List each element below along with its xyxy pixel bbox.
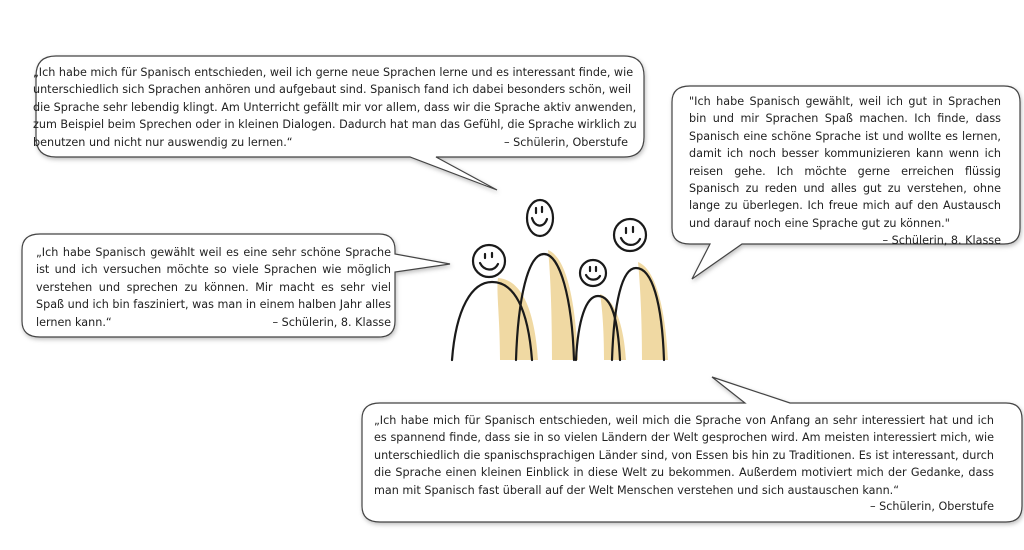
quote-4-attribution: – Schülerin, Oberstufe bbox=[869, 500, 994, 514]
quote-1-line-1: „Ich habe mich für Spanisch entschieden, weil ich gerne neue Sprachen lerne und es interessant finde, wie bbox=[33, 66, 634, 79]
quote-1-line-2: unterschiedlich sich Sprachen anhören und aufgebaut sind. Spanisch fand ich dabei besonders schön, weil bbox=[33, 83, 632, 97]
quote-1-line-3: die Sprache sehr lebendig klingt. Am Unterricht gefällt mir vor allem, dass wir die Sprache aktiv anwenden, bbox=[33, 100, 637, 114]
four-smiling-people-icon bbox=[440, 188, 680, 368]
quote-4 bbox=[374, 412, 994, 515]
quote-3-attribution: – Schülerin, 8. Klasse bbox=[272, 315, 391, 329]
quote-1-line-4: zum Beispiel beim Sprechen oder in kleinen Dialogen. Dadurch hat man das Gefühl, die Sprache wirklich zu bbox=[33, 118, 637, 132]
quote-2 bbox=[689, 93, 1001, 250]
quote-2-text: "Ich habe Spanisch gewählt, weil ich gut in Sprachen bin und mir Sprachen Spaß machen. Ich finde, dass Spanisch eine schöne Sprache ist und wollte es lernen, damit ich noch besser kommunizieren kann wenn ich reisen gehe. Ich möchte gerne erreichen flüssig Spanisch zu reden und alles gut zu verstehen, ohne lange zu überlegen. Ich freue mich auf den Austausch und darauf noch eine Sprache gut zu können." bbox=[689, 95, 1001, 230]
person-3-figure bbox=[576, 260, 626, 360]
quote-1-attribution: – Schülerin, Oberstufe bbox=[503, 135, 628, 149]
quote-4-text: „Ich habe mich für Spanisch entschieden, weil mich die Sprache von Anfang an sehr interessiert hat und ich es spannend finde, dass sie in so vielen Ländern der Welt gesprochen wird. Am meisten interessiert mich, wie unterschiedlich die spanischsprachigen Länder sind, von Essen bis hin zu Traditionen. Es ist interessant, durch die Sprache einen kleinen Einblick in diese Welt zu bekommen. Außerdem motiviert mich der Gedanke, dass man mit Spanisch fast überall auf der Welt Menschen verstehen und sich austauschen kann.“ bbox=[374, 414, 994, 497]
quote-1 bbox=[33, 64, 637, 151]
quote-3-text: „Ich habe Spanisch gewählt weil es eine sehr schöne Sprache ist und ich versuchen möchte so viele Sprachen wie möglich verstehen und sprechen zu können. Mir macht es sehr viel Spaß und ich bin fasziniert, was man in einem halben Jahr alles lernen kann.“ bbox=[36, 246, 391, 329]
quote-2-attribution: – Schülerin, 8. Klasse bbox=[882, 234, 1001, 248]
quote-3 bbox=[36, 244, 391, 331]
person-1-figure bbox=[452, 245, 538, 360]
quote-1-line-5: benutzen und nicht nur auswendig zu lernen.“ bbox=[33, 135, 293, 149]
